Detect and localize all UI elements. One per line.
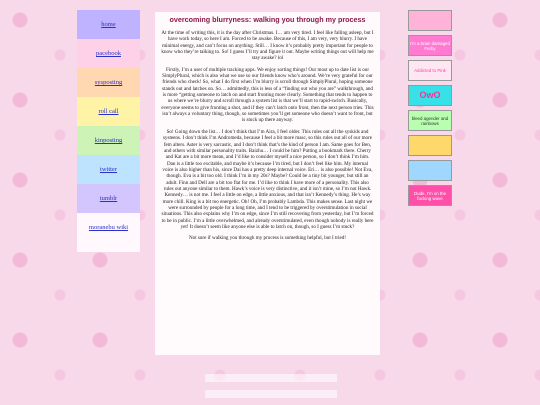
nav-item-label: home bbox=[101, 21, 116, 28]
nav-item-pacebook[interactable] bbox=[77, 39, 140, 68]
furby-badge bbox=[408, 10, 452, 31]
footer-decoration bbox=[205, 390, 337, 398]
nav-item-home[interactable] bbox=[77, 10, 140, 39]
wave-badge: Dude, I'm on the fucking wave bbox=[408, 185, 452, 206]
post-paragraph: Not sure if walking you through my process is something helpful, but I tried! bbox=[188, 235, 347, 242]
nav-item-twitter[interactable] bbox=[77, 155, 140, 184]
sticker-badge bbox=[408, 135, 452, 156]
sidebar-nav bbox=[77, 10, 140, 252]
nav-item-roll-call[interactable] bbox=[77, 97, 140, 126]
nav-item-label: kinposting bbox=[94, 137, 123, 144]
pink-badge: Addicted to Pink bbox=[408, 60, 452, 81]
post-paragraph: At the time of writing this, it is the day after Christmas. I… am very tired. I feel like falling asleep, but I have work today, so here I am. Forced to be awake. Because of this, I am very, very blurry. I have minimal energy, and can’t focus on anything. Still… I know it’s probably pretty important for people to know who they’re talking to. So! I guess I’ll try and figure it out. Maybe writing things out will help me stay awake? lol bbox=[161, 30, 374, 62]
sky-badge bbox=[408, 160, 452, 181]
footer-decoration bbox=[205, 374, 337, 382]
nav-item-label: pacebook bbox=[96, 50, 121, 57]
nav-item-tumblr[interactable] bbox=[77, 184, 140, 213]
nav-item-label: twitter bbox=[100, 166, 117, 173]
owo-badge: OwO bbox=[408, 85, 452, 106]
nav-item-sysposting[interactable] bbox=[77, 68, 140, 97]
nav-item-label: roll call bbox=[98, 108, 119, 115]
post-paragraph: So! Going down the list… I don’t think that I’m Aira, I feel older. This rules out all the syskids and systeens. I don’t think I’m Andromeda, because I feel a bit more masc, so this rules out all of our more fem alters. Aster is very sarcastic, and I don’t think that’s the kind of person I am. Same goes for Ben, and others with similar personality traits. Baizhu… I could be him? Putting a bookmark there. Cherry and Kat are a bit more mean, and I’d like to consider myself a nice person, so I don’t think I’m him. Dan is a little too excitable, and maybe it’s because I’m tired, but I don’t feel like him. My internal voice is also higher than his, since Dai has a pretty deep internal voice. Eri… is also possible! Not Eva, though. Eva is a bit too old. I think I’m in my 20s? Maybe? Could be a tiny bit younger, but still an adult. Finn and Dell are a bit too flat for me. I’d like to think I have more of a personality. This also rules out anyone similar to them. Hawk’s voice is very distinctive, and it isn’t mine, so I’m not Hawk. Kennedy… is not me. I feel a little on edge, a little anxious, and that isn’t Kennedy’s thing. He’s way more chill. King is a bit too energetic. Oh! Oh, I’m probably Lambda. This makes sense. Last night we were surrounded by people for a long time, and I tend to be triggered by overstimulation in social situations. This also explains why I’m on edge, since I’m still recovering from yesterday, but I’m forced to be in public. I’m a little overwhelmed, and already overstimulated, even though nobody is really here yet! It doesn’t seem like anyone else is able to latch on, though, so I guess I’m stuck? bbox=[161, 128, 374, 230]
post-title: overcoming blurryness: walking you through my process bbox=[169, 15, 366, 24]
post-paragraph: Firstly, I’m a user of multiple tracking apps. We enjoy sorting things! Our most up to date list is our SimplyPlural, which is also what we use so our friends know who’s around. We’re very grateful for our friends who check! So, what I do first when I’m blurry is scroll through SimplyPlural, hoping someone stands out and latches on. So… admittedly, this is less of a “finding out who you are” walkthrough, and is more “getting someone to latch on and start fronting more clearly. Something that tends to happen to us where we’re blurry and scroll through a system list is that we’ll start to rapid-switch. Basically, everyone seems to give fronting a shot, and if they can’t latch onto front, then the next person tries. This isn’t always a voluntary thing, though, so sometimes you’ll get someone who doesn’t want to front, but is stuck up there anyway. bbox=[161, 66, 374, 124]
furby-text-badge: I'm a brain damaged Furby bbox=[408, 35, 452, 56]
nav-item-label: sysposting bbox=[94, 79, 123, 86]
post-content bbox=[155, 12, 380, 355]
badge-column bbox=[408, 10, 453, 210]
nav-item-label: moranebu wiki bbox=[88, 224, 129, 231]
nav-item-kinposting[interactable] bbox=[77, 126, 140, 155]
nav-item-label: tumblr bbox=[99, 195, 118, 202]
agender-badge: bleed agender and rainbows bbox=[408, 110, 452, 131]
nav-item-wiki[interactable] bbox=[77, 213, 140, 242]
